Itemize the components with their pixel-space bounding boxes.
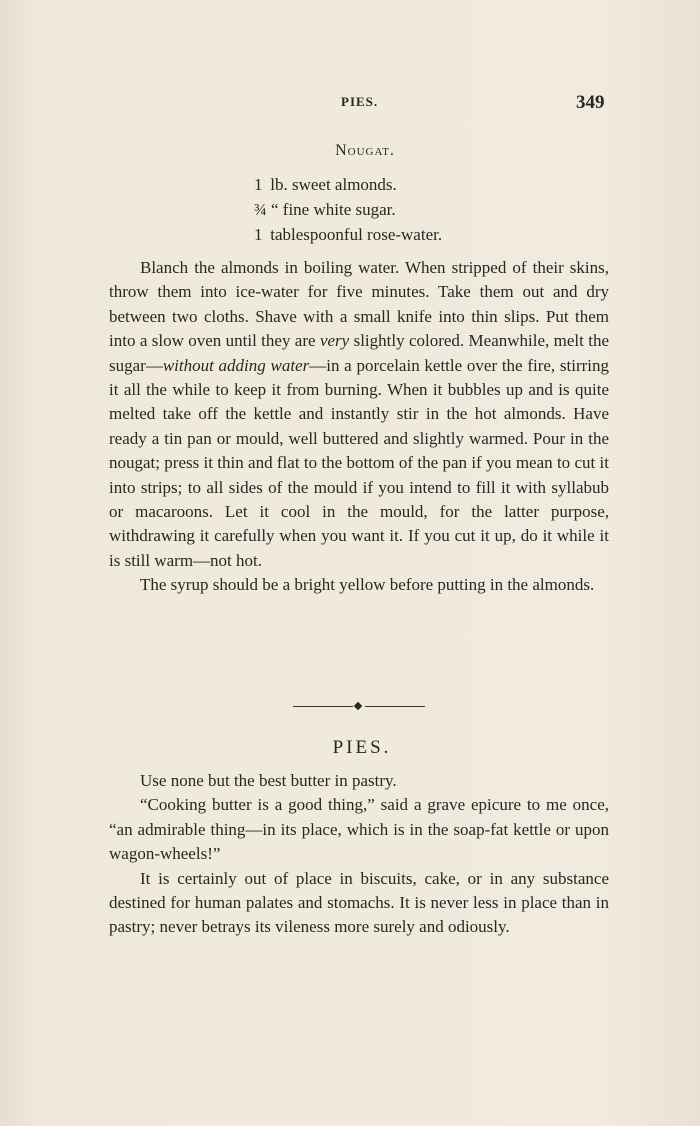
page-number: 349 <box>576 92 605 113</box>
divider-rule <box>293 706 353 707</box>
ingredient-item <box>254 172 442 197</box>
ingredient-text: “ fine white sugar. <box>271 200 396 219</box>
paragraph-text: Blanch the almonds in boiling water. When stripped of their skins, throw them into ice-water for five minutes. Take them out and dry between two cloths. Shave with a small knife into thin slips. Put them into a slow oven until they are <box>109 258 609 351</box>
paragraph-text: slightly colored. Meanwhile, melt the sugar— <box>109 331 609 375</box>
ingredient-item <box>254 197 442 222</box>
running-head <box>0 92 700 116</box>
ingredient-quantity: ¾ <box>254 200 267 219</box>
divider-rule <box>365 706 425 707</box>
emphasis-text: very <box>319 331 350 351</box>
ingredient-text: tablespoonful rose-water. <box>270 225 443 244</box>
section-body <box>109 769 609 940</box>
ingredient-text: lb. sweet almonds. <box>270 175 397 194</box>
section-paragraph: “Cooking butter is a good thing,” said a grave epicure to me once, “an admirable thing—in its place, which is in the soap-fat kettle or upon wagon-wheels!” <box>109 795 609 864</box>
ingredient-item <box>254 222 442 247</box>
recipe-body <box>109 256 609 598</box>
section-paragraph: Use none but the best butter in pastry. <box>140 771 397 790</box>
section-title: PIES. <box>332 737 392 758</box>
paragraph-text: —in a porcelain kettle over the fire, stirring it all the while to keep it from burning. When it bubbles up and is quite melted take off the kettle and instantly stir in the hot almonds. Have ready a tin pan or mould, well buttered and slightly warmed. Pour in the nougat; press it thin and flat to the bottom of the pan if you mean to cut it into strips; to all sides of the mould if you intend to fill it with syllabub or macaroons. Let it cool in the mould, for the latter purpose, withdrawing it carefully when you want it. If you cut it up, do it while it is still warm—not hot. <box>109 355 609 570</box>
recipe-paragraph <box>109 256 609 573</box>
recipe-paragraph: The syrup should be a bright yellow before putting in the almonds. <box>140 575 595 595</box>
section-divider <box>293 706 425 708</box>
ingredient-quantity: 1 <box>254 225 263 244</box>
diamond-ornament-icon <box>354 702 362 710</box>
ingredient-list <box>254 172 442 247</box>
ingredient-quantity: 1 <box>254 175 263 194</box>
section-paragraph: It is certainly out of place in biscuits, cake, or in any substance destined for human palates and stomachs. It is never less in place than in pastry; never betrays its vileness more surely and odiously. <box>109 868 609 937</box>
emphasis-text: without adding water <box>162 355 310 375</box>
running-title: PIES. <box>341 94 379 109</box>
recipe-title: Nougat. <box>335 142 395 159</box>
